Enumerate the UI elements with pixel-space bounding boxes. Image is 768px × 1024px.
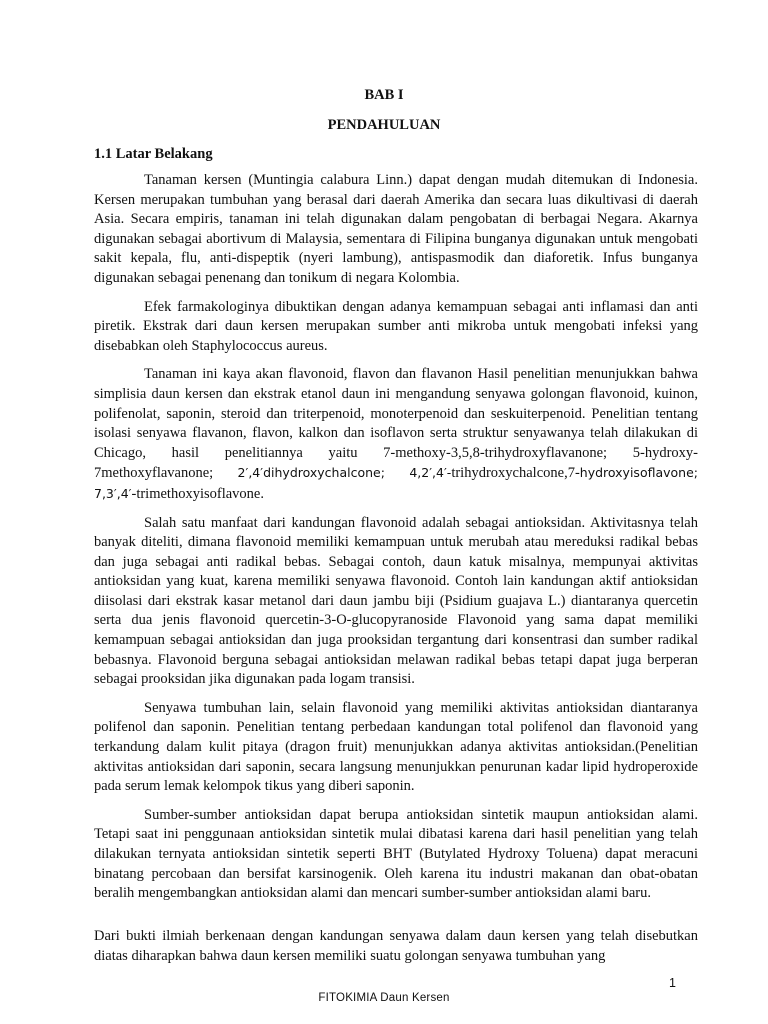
paragraph-conclusion: Dari bukti ilmiah berkenaan dengan kandungan senyawa dalam daun kersen yang telah disebutkan diatas diharapkan bahwa daun kersen memiliki suatu golongan senyawa tumbuhan yang (94, 928, 698, 964)
paragraph-saponin: Senyawa tumbuhan lain, selain flavonoid yang memiliki aktivitas antioksidan diantaranya polifenol dan saponin. Penelitian tentang perbedaan kandungan total polifenol dan flavonoid yang terkandung dalam kulit pitaya (dragon fruit) menunjukkan adanya aktivitas antioksidan.(Penelitian aktivitas antioksidan dari saponin, secara langsung menunjukkan penurunan kadar lipid hydroperoxide pada serum lemak kelompok tikus yang diberi saponin. (94, 699, 698, 795)
page-footer: FITOKIMIA Daun Kersen (318, 992, 450, 1004)
chapter-title: PENDAHULUAN (327, 117, 441, 133)
paragraph-pharmacology: Efek farmakologinya dibuktikan dengan adanya kemampuan sebagai anti inflamasi dan anti piretik. Ekstrak dari daun kersen merupakan sumber anti mikroba untuk mengobati infeksi yang disebabkan oleh Staphylococcus aureus. (94, 298, 698, 354)
paragraph-flavonoid-content (94, 365, 698, 504)
page-number: 1 (669, 976, 676, 990)
compound-hydroxyisoflavone: hydroxyisoflavone; 7,3′,4′ (94, 465, 698, 501)
flavonoid-text-main: Tanaman ini kaya akan flavonoid, flavon dan flavanon Hasil penelitian menunjukkan bahwa simplisia daun kersen dan ekstrak etanol daun ini mengandung senyawa golongan flavonoid, kuinon, polifenolat, saponin, steroid dan triterpenoid, monoterpenoid dan seskuiterpenoid. Penelitian tentang isolasi senyawa flavanon, flavon, kalkon dan isoflavon serta struktur senyawanya telah dilakukan di Chicago, hasil penelitiannya yaitu 7-methoxy-3,5,8-trihydroxyflavanone; 5-hydroxy-7methoxyflavanone; (94, 366, 698, 482)
chapter-number: BAB I (364, 87, 404, 103)
compound-dihydroxychalcone: 2′,4′dihydroxychalcone; (237, 465, 385, 481)
compound-trihydroxychalcone-prefix: 4,2′,4′- (409, 465, 452, 481)
section-heading: 1.1 Latar Belakang (94, 146, 213, 162)
paragraph-synthetic-antioxidant: Sumber-sumber antioksidan dapat berupa antioksidan sintetik maupun antioksidan alami. Tetapi saat ini penggunaan antioksidan sintetik mulai dibatasi karena dari hasil penelitian yang telah dilakukan ternyata antioksidan sintetik seperti BHT (Butylated Hydroxy Toluena) dapat meracuni binatang percobaan dan bersifat karsinogenik. Oleh karena itu industri makanan dan obat-obatan beralih mengembangkan antioksidan alami dan mencari sumber-sumber antioksidan alami baru. (94, 806, 698, 902)
body-text (94, 171, 698, 904)
paragraph-antioxidant: Salah satu manfaat dari kandungan flavonoid adalah sebagai antioksidan. Aktivitasnya telah banyak diteliti, dimana flavonoid memiliki kemampuan untuk merubah atau mereduksi radikal bebas dan juga sebagai anti radikal bebas. Sebagai contoh, daun katuk misalnya, mempunyai aktivitas antioksidan yang kuat, karena memiliki senyawa flavonoid. Contoh lain kandungan aktif antioksidan diisolasi dari ekstrak kasar metanol dari daun jambu biji (Psidium guajava L.) diantaranya quercetin serta dua jenis flavonoid quercetin-3-O-glucopyranoside Flavonoid yang sama dapat memiliki kemampuan sebagai antioksidan dan juga prooksidan tergantung dari konsentrasi dan sumber radikal bebasnya. Flavonoid berguna sebagai antioksidan melawan radikal bebas tetapi dapat juga berperan sebagai prooksidan jika digunakan pada logam transisi. (94, 514, 698, 688)
flavonoid-text-mid2: trihydroxychalcone,7- (451, 465, 580, 482)
flavonoid-text-mid (385, 465, 409, 481)
flavonoid-text-end: -trimethoxyisoflavone. (131, 485, 264, 502)
paragraph-intro: Tanaman kersen (Muntingia calabura Linn.) dapat dengan mudah ditemukan di Indonesia. Kersen merupakan tumbuhan yang berasal dari daerah Amerika dan secara luas dikultivasi di daerah Asia. Secara empiris, tanaman ini telah digunakan dalam pengobatan di berbagai Negara. Akarnya digunakan sebagai abortivum di Malaysia, sementara di Filipina bunganya digunakan untuk mengobati sakit kepala, flu, anti-dispeptik (nyeri lambung), antispasmodik dan diaforetik. Infus bunganya digunakan sebagai penenang dan tonikum di negara Kolombia. (94, 172, 698, 286)
